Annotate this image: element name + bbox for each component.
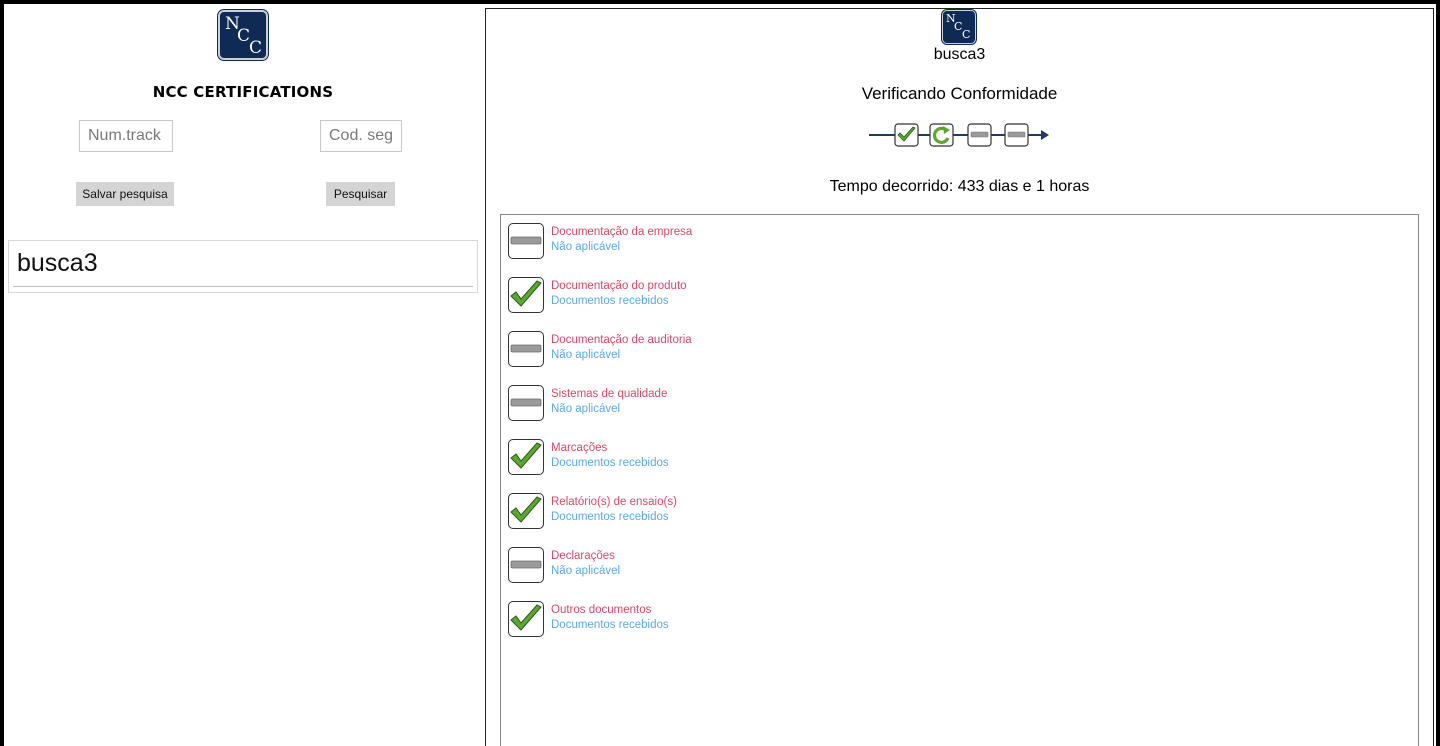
ncc-logo: N C C — [218, 10, 268, 60]
company-name: NCC CERTIFICATIONS — [152, 83, 334, 101]
document-row — [508, 439, 1108, 477]
document-row — [508, 331, 1108, 369]
search-panel — [4, 4, 482, 746]
progress-stepper — [869, 122, 1051, 148]
not-applicable-icon — [508, 331, 544, 367]
document-name: Sistemas de qualidade — [551, 388, 668, 400]
dash-icon — [971, 132, 988, 137]
document-status: Documentos recebidos — [551, 295, 669, 307]
save-search-button[interactable]: Salvar pesquisa — [76, 182, 174, 206]
step-pending — [968, 124, 991, 146]
document-status: Não aplicável — [551, 241, 621, 253]
documents-list — [500, 214, 1419, 746]
detail-panel — [485, 8, 1434, 746]
check-icon — [508, 493, 544, 529]
document-status: Documentos recebidos — [551, 619, 669, 631]
document-status: Não aplicável — [551, 565, 621, 577]
document-name: Outros documentos — [551, 604, 652, 616]
step-pending — [1005, 124, 1028, 146]
process-status-title: Verificando Conformidade — [861, 84, 1058, 103]
document-name: Relatório(s) de ensaio(s) — [551, 496, 677, 508]
document-row — [508, 385, 1108, 423]
check-icon — [508, 439, 544, 475]
document-status: Documentos recebidos — [551, 511, 669, 523]
document-row — [508, 493, 1108, 531]
saved-searches-list — [8, 240, 478, 293]
search-button[interactable]: Pesquisar — [326, 182, 395, 206]
not-applicable-icon — [508, 547, 544, 583]
check-icon — [508, 601, 544, 637]
cod-seg-input[interactable] — [320, 120, 402, 152]
document-status: Documentos recebidos — [551, 457, 669, 469]
document-status: Não aplicável — [551, 403, 621, 415]
ncc-logo-small: N C C — [942, 10, 976, 44]
document-name: Documentação do produto — [551, 280, 687, 292]
document-status: Não aplicável — [551, 349, 621, 361]
document-name: Documentação de auditoria — [551, 334, 692, 346]
document-name: Documentação da empresa — [551, 226, 693, 238]
num-track-input[interactable] — [79, 120, 173, 152]
document-row — [508, 277, 1108, 315]
document-row — [508, 547, 1108, 585]
dash-icon — [1008, 132, 1025, 137]
not-applicable-icon — [508, 223, 544, 259]
elapsed-time: Tempo decorrido: 433 dias e 1 horas — [829, 178, 1090, 195]
saved-search-item[interactable]: busca3 — [13, 245, 473, 287]
document-name: Declarações — [551, 550, 615, 562]
document-row — [508, 223, 1108, 261]
not-applicable-icon — [508, 385, 544, 421]
document-name: Marcações — [551, 442, 608, 454]
search-name-title: busca3 — [933, 46, 986, 63]
check-icon — [508, 277, 544, 313]
document-row — [508, 601, 1108, 639]
step-in-progress — [930, 124, 953, 146]
step-done — [895, 124, 918, 146]
